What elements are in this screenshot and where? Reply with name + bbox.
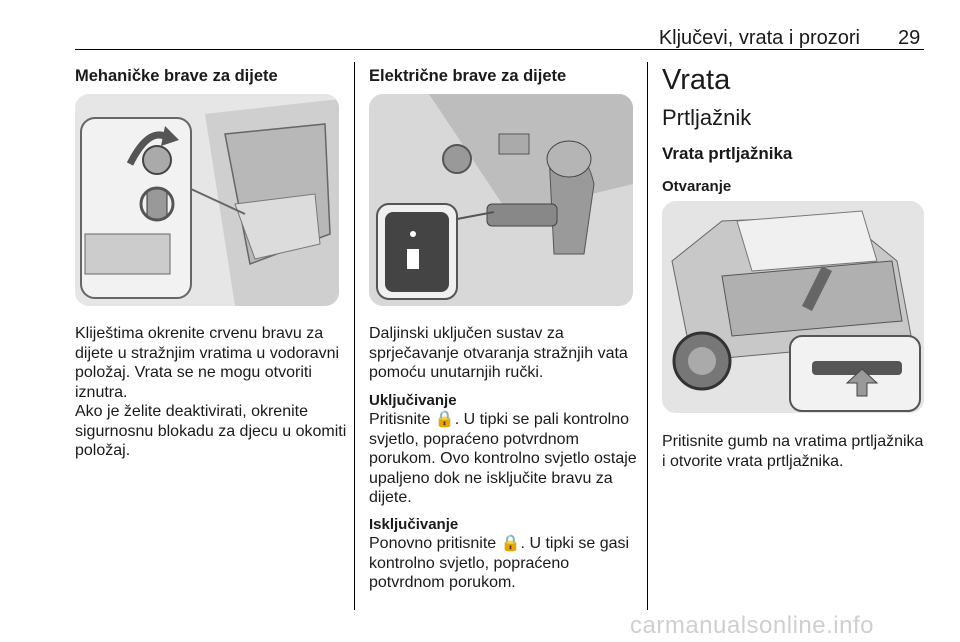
subsection-heading-tailgate: Vrata prtljažnika bbox=[662, 144, 793, 163]
paragraph: Daljinski uključen sustav za sprječavanje otvaranja stražnjih vata pomoću unutarnjih ručki. bbox=[369, 325, 628, 381]
section-heading-electric-locks: Električne brave za dijete bbox=[369, 67, 567, 85]
column-divider bbox=[354, 62, 355, 610]
paragraph: Kliještima okrenite crvenu bravu za dijete u stražnjim vratima u vodoravni položaj. Vrata se ne mogu otvoriti iznutra. bbox=[75, 325, 340, 401]
paragraph: Pritisnite 🔒. U tipki se pali kontrolno svjetlo, popraćeno potvrdnom porukom. Ovo kontrolno svjetlo ostaje upaljeno dok ne isključite bravu za dijete. bbox=[369, 411, 637, 506]
chapter-title: Ključevi, vrata i prozori bbox=[658, 27, 860, 49]
watermark: carmanualsonline.info bbox=[630, 612, 874, 639]
paragraph: Ponovno pritisnite 🔒. U tipki se gasi kontrolno svjetlo, popraćeno potvrdnom porukom. bbox=[369, 535, 630, 591]
section-heading-mechanical-locks: Mehaničke brave za dijete bbox=[75, 67, 278, 85]
paragraph: Pritisnite gumb na vratima prtljažnika i otvorite vrata prtljažnika. bbox=[662, 433, 924, 470]
figure-child-lock-door bbox=[75, 94, 339, 306]
figure-tailgate-opening bbox=[662, 201, 924, 413]
column-divider bbox=[647, 62, 648, 610]
section-heading-doors: Vrata bbox=[662, 64, 731, 96]
section-heading-luggage: Prtljažnik bbox=[662, 105, 752, 130]
figure-child-lock-button bbox=[369, 94, 633, 306]
subheading-lock: Uključivanje bbox=[369, 392, 457, 409]
header-rule bbox=[75, 49, 924, 50]
paragraph: Ako je želite deaktivirati, okrenite sigurnosnu blokadu za djecu u okomiti položaj. bbox=[75, 403, 347, 459]
page-number: 29 bbox=[898, 27, 921, 49]
subsection-heading-opening: Otvaranje bbox=[662, 178, 732, 195]
subheading-unlock: Isključivanje bbox=[369, 516, 459, 533]
